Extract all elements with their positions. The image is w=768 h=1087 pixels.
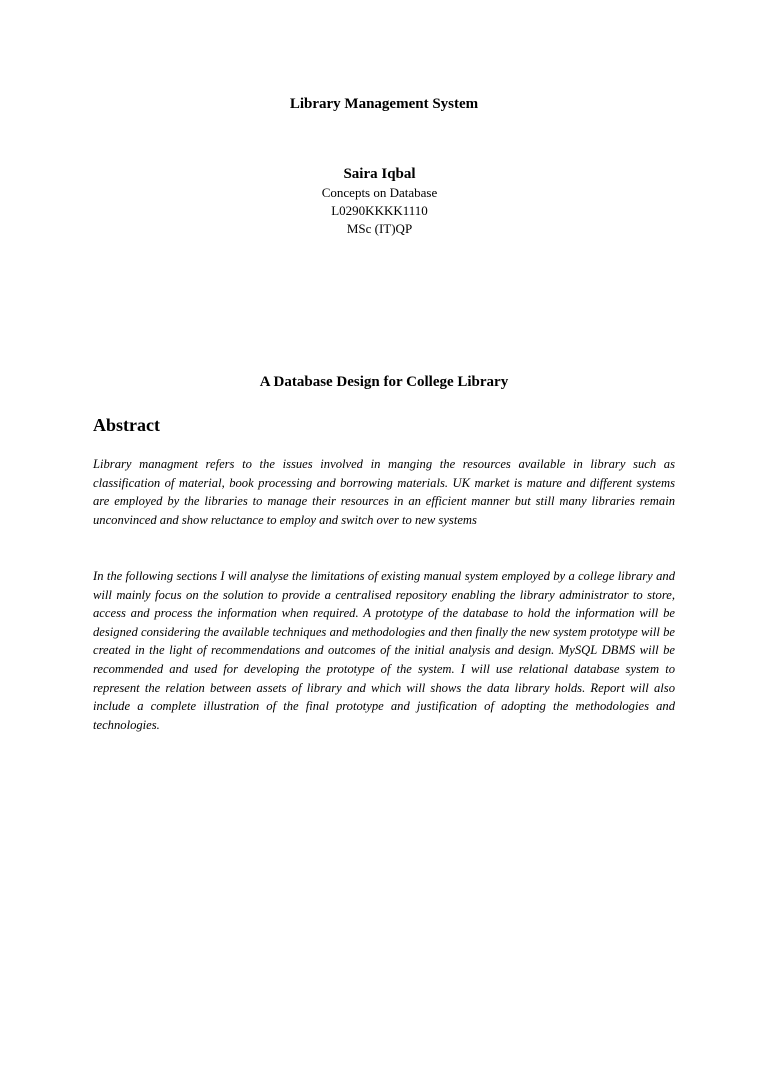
student-id: L0290KKKK1110 <box>331 203 428 218</box>
author-block <box>192 164 567 238</box>
document-subtitle: A Database Design for College Library <box>259 374 509 390</box>
abstract-heading: Abstract <box>93 415 160 435</box>
document-title: Library Management System <box>289 96 479 112</box>
abstract-paragraph-2: In the following sections I will analyse the limitations of existing manual system employed by a college library and will mainly focus on the solution to provide a centralised repository enabling the library administrator to store, access and process the information when required. A prototype of the database to hold the information will be designed considering the available techniques and methodologies and then finally the new system prototype will be created in the light of recommendations and outcomes of the initial analysis and design. MySQL DBMS will be recommended and used for developing the prototype of the system. I will use relational database system to represent the relation between assets of library and which will shows the data library holds. Report will also include a complete illustration of the final prototype and justification of adopting the methodologies and technologies. <box>93 569 675 732</box>
program-name: MSc (IT)QP <box>346 221 413 236</box>
course-name: Concepts on Database <box>321 185 438 200</box>
author-name: Saira Iqbal <box>343 166 416 182</box>
abstract-paragraph-1: Library managment refers to the issues involved in manging the resources available in library such as classification of material, book processing and borrowing materials. UK market is mature and different systems are employed by the libraries to manage their resources in an efficient manner but still many libraries remain unconvinced and show reluctance to employ and switch over to new systems <box>93 457 675 527</box>
